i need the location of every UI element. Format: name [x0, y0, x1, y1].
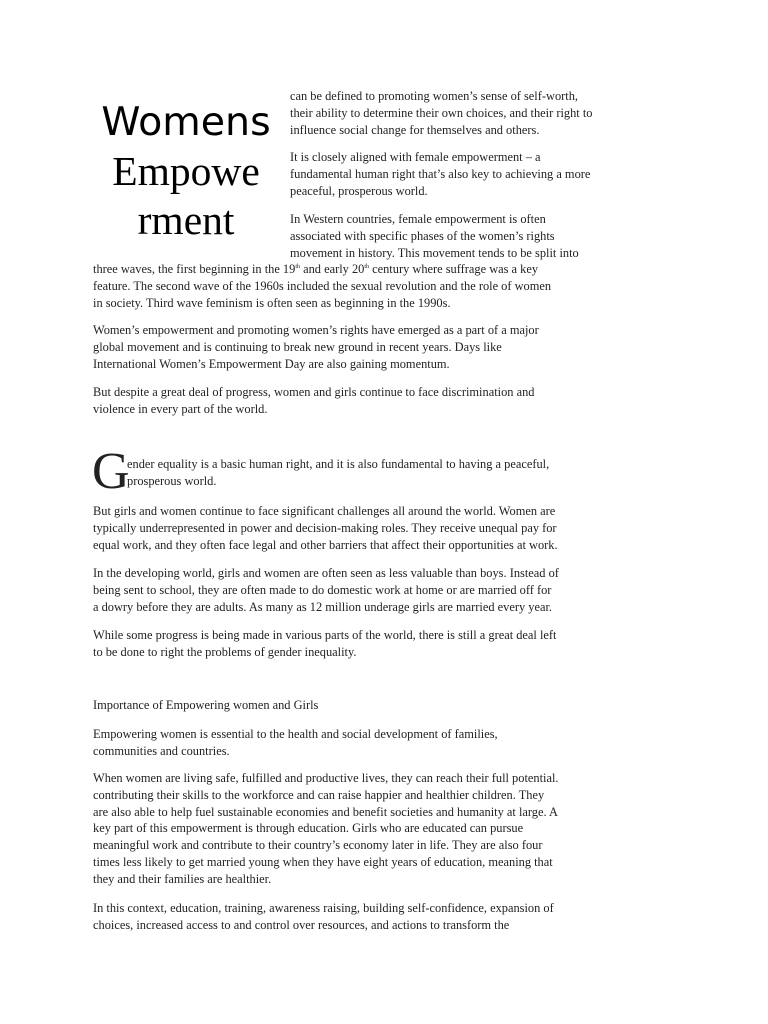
title-line-1: Womens — [101, 99, 271, 145]
paragraph-developing-world: In the developing world, girls and women are often seen as less valuable than boys. Instead of being sent to school, they are often made to do domestic work at home or are married off for a dowry before they are adults. As many as 12 million underage girls are married every year. — [93, 566, 559, 614]
intro-paragraph: can be defined to promoting women’s sense of self-worth, their ability to determine their own choices, and their right to influence social change for themselves and others. — [290, 89, 593, 137]
paragraph-context: In this context, education, training, awareness raising, building self-confidence, expansion of choices, increased access to and control over resources, and actions to transform the — [93, 901, 554, 932]
drop-cap-letter: G — [92, 443, 130, 500]
paragraph-aligned: It is closely aligned with female empowerment – a fundamental human right that’s also key to achieving a more peaceful, prosperous world. — [290, 150, 591, 198]
paragraph-western-bottom: three waves, the first beginning in the 19th and early 20th century where suffrage was a key feature. The second wave of the 1960s included the sexual revolution and the role of women in society. Third wave feminism is often seen as beginning in the 1990s. — [93, 262, 552, 310]
paragraph-essential: Empowering women is essential to the health and social development of families, communities and countries. — [93, 727, 498, 758]
paragraph-challenges: But girls and women continue to face significant challenges all around the world. Women are typically underrepresented in power and decision-making roles. They receive unequal pay for equal work, and they often face legal and other barriers that affect their opportunities at work. — [93, 504, 558, 552]
title-line-3: rment — [137, 197, 235, 243]
paragraph-gender-equality: ender equality is a basic human right, and it is also fundamental to having a peaceful, prosperous world. — [127, 457, 550, 488]
section-heading: Importance of Empowering women and Girls — [93, 698, 319, 712]
paragraph-movement: Women’s empowerment and promoting women’s rights have emerged as a part of a major global movement and is continuing to break new ground in recent years. Days like International Women’s Empowerment Day are also gaining momentum. — [93, 323, 539, 371]
paragraph-progress: While some progress is being made in various parts of the world, there is still a great deal left to be done to right the problems of gender inequality. — [93, 628, 557, 659]
paragraph-potential: When women are living safe, fulfilled and productive lives, they can reach their full potential. contributing their skills to the workforce and can raise happier and healthier children. They are also able to help fuel sustainable economies and benefit societies and humanity at large. A key part of this empowerment is through education. Girls who are educated can pursue meaningful work and contribute to their country’s economy later in life. They are also four times less likely to get married young when they have eight years of education, meaning that they and their families are healthier. — [93, 771, 559, 886]
title-line-2: Empowe — [112, 148, 260, 194]
paragraph-despite: But despite a great deal of progress, women and girls continue to face discrimination and violence in every part of the world. — [93, 385, 535, 416]
paragraph-western-top: In Western countries, female empowerment is often associated with specific phases of the women’s rights movement in history. This movement tends to be split into — [290, 212, 579, 260]
document-title — [94, 98, 278, 245]
